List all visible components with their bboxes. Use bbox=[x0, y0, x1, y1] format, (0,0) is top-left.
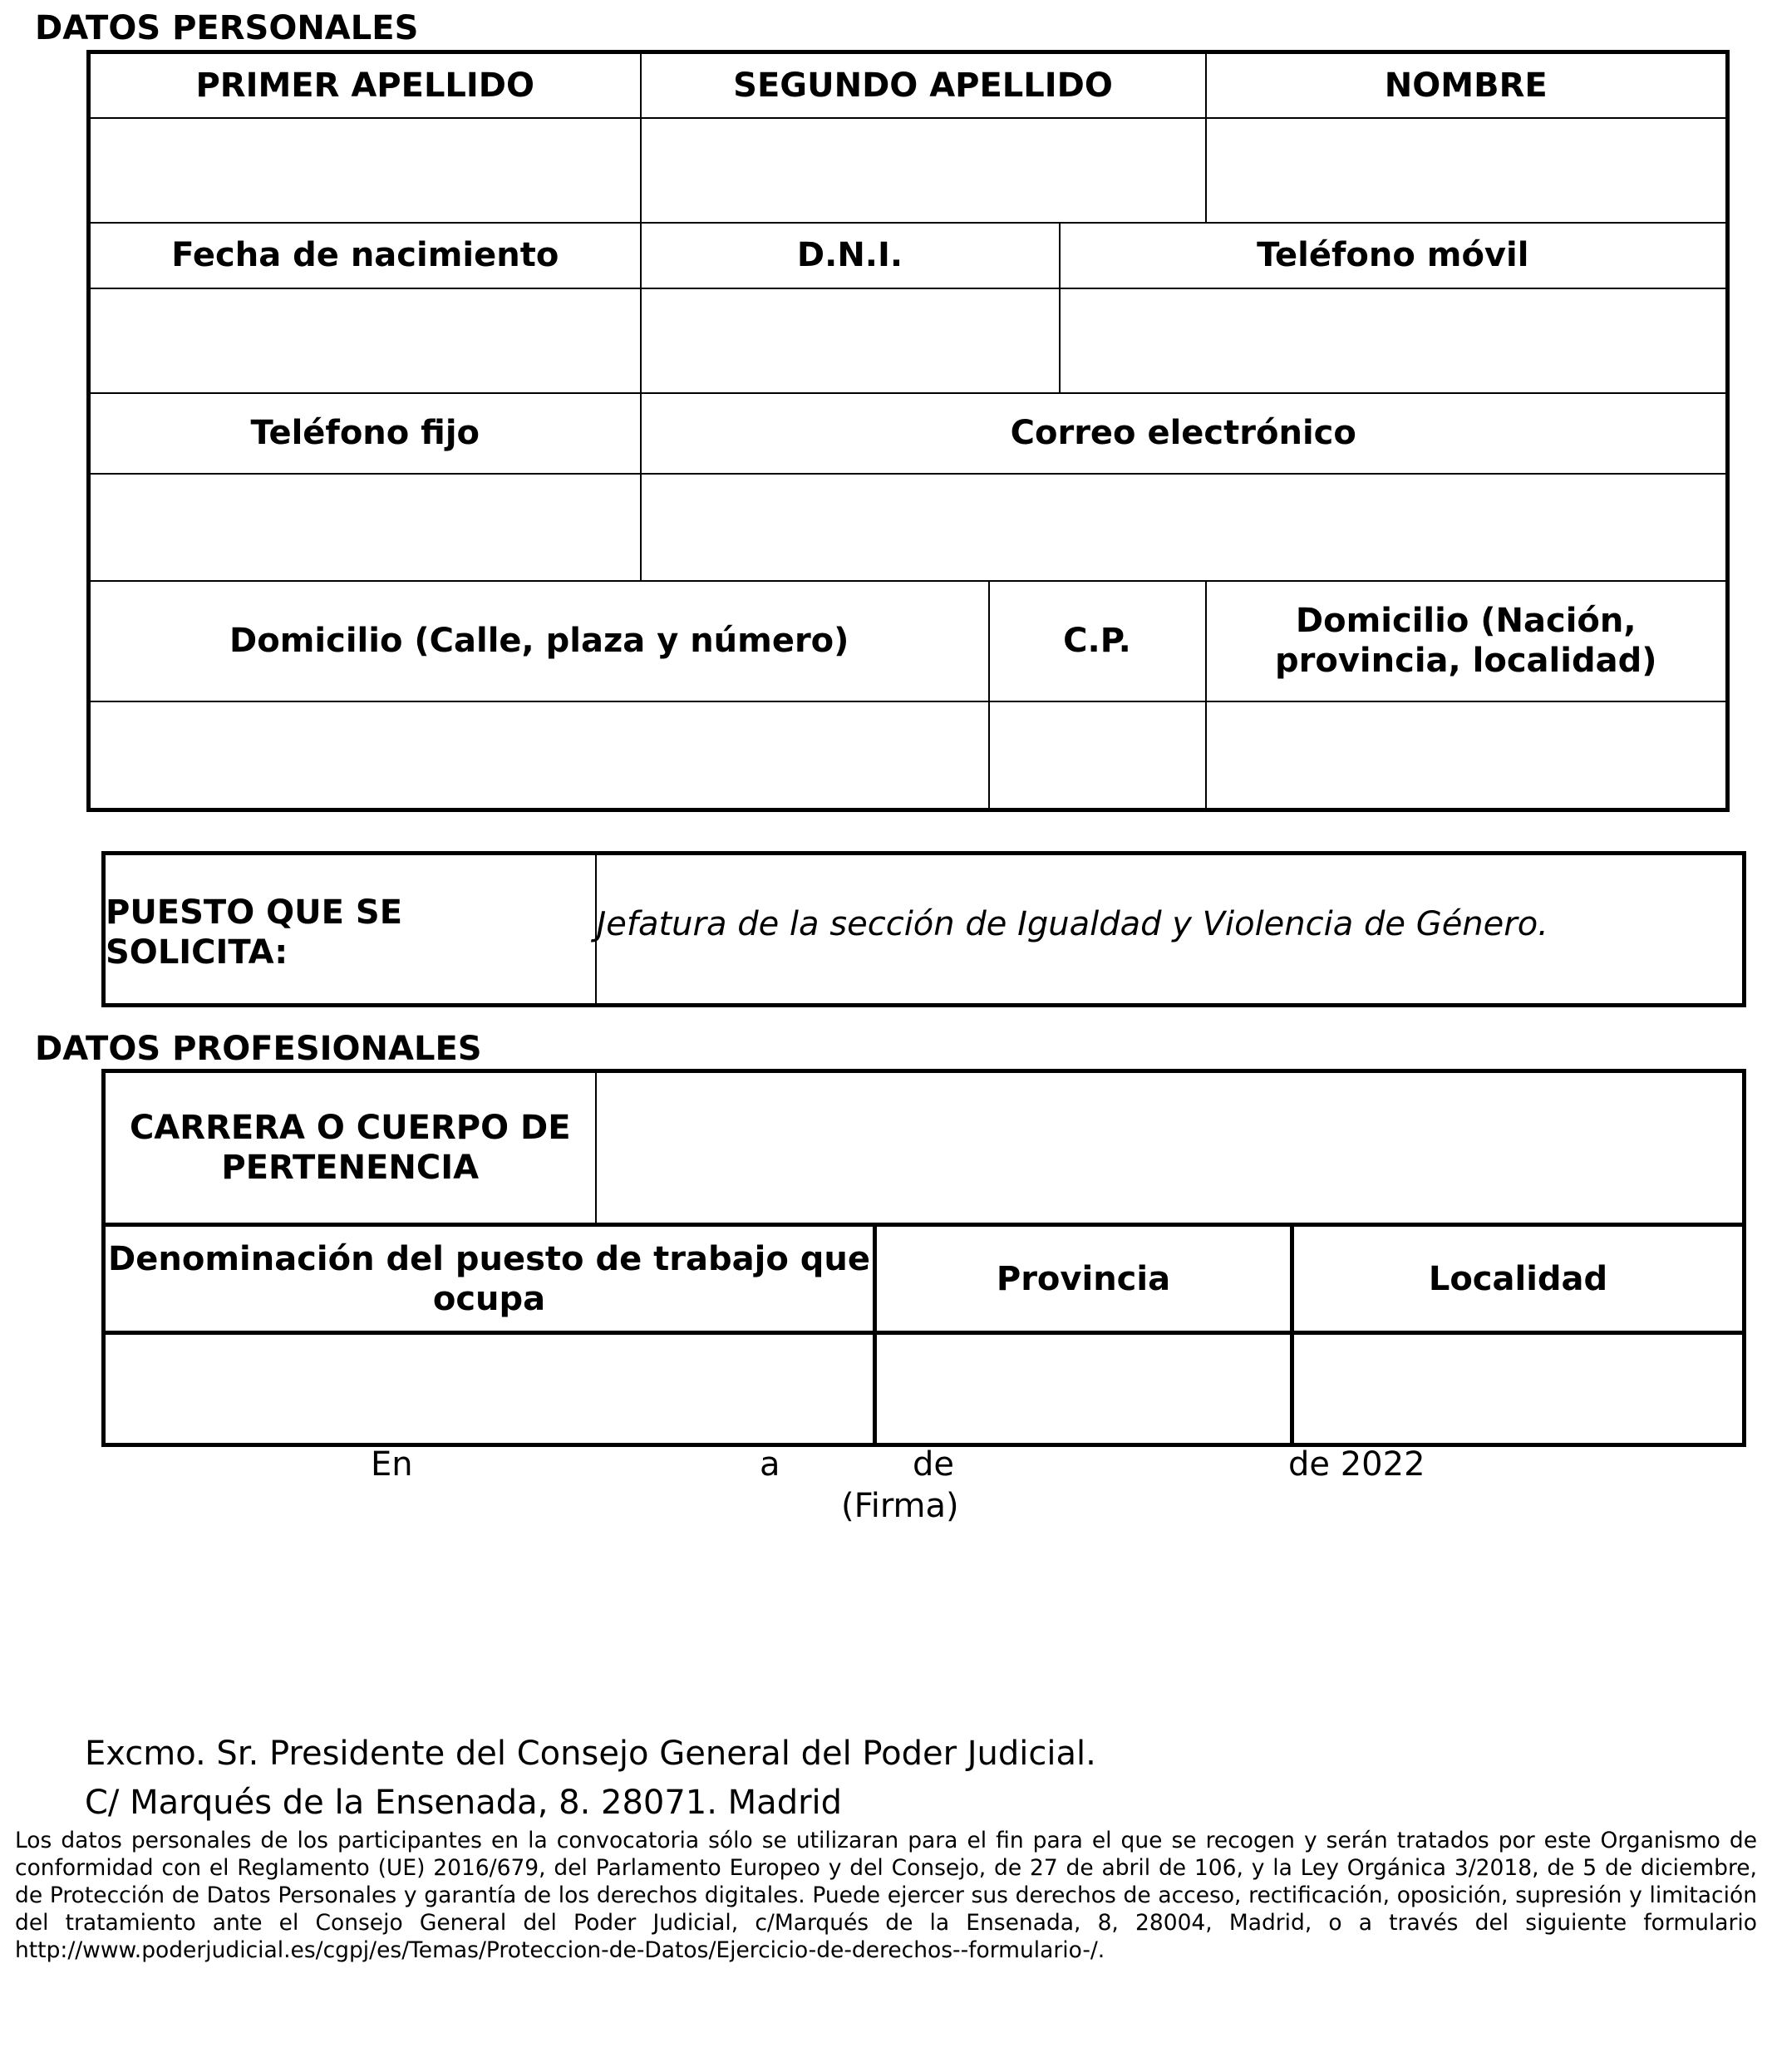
address-line1: Excmo. Sr. Presidente del Consejo General del Poder Judicial. bbox=[85, 1735, 1096, 1773]
sig-firma: (Firma) bbox=[841, 1487, 959, 1525]
sig-de: de bbox=[913, 1445, 954, 1484]
localidad-label: Localidad bbox=[1292, 1225, 1745, 1333]
puesto-label bbox=[104, 854, 596, 1006]
telefono-movil-field[interactable] bbox=[1060, 288, 1728, 393]
denominacion-label-line2: ocupa bbox=[432, 1279, 546, 1318]
puesto-table bbox=[101, 851, 1746, 1007]
datos-personales-title: DATOS PERSONALES bbox=[35, 9, 419, 47]
domicilio-nacion-label bbox=[1206, 581, 1728, 701]
fecha-nacimiento-field[interactable] bbox=[89, 288, 641, 393]
segundo-apellido-field[interactable] bbox=[641, 118, 1206, 223]
dni-field[interactable] bbox=[641, 288, 1060, 393]
correo-field[interactable] bbox=[641, 474, 1728, 581]
carrera-field[interactable] bbox=[596, 1071, 1745, 1225]
puesto-label-line1: PUESTO QUE SE bbox=[106, 893, 403, 932]
denominacion-label bbox=[104, 1225, 875, 1333]
telefono-movil-label: Teléfono móvil bbox=[1060, 223, 1728, 288]
nombre-label: NOMBRE bbox=[1206, 52, 1728, 118]
telefono-fijo-field[interactable] bbox=[89, 474, 641, 581]
localidad-field[interactable] bbox=[1292, 1333, 1745, 1445]
domicilio-nacion-line1: Domicilio (Nación, bbox=[1295, 602, 1637, 640]
personal-data-table bbox=[86, 50, 1730, 812]
sig-en: En bbox=[371, 1445, 413, 1484]
legal-notice: Los datos personales de los participantes en la convocatoria sólo se utilizaran para el fin para el que se recogen y serán tratados por este Organismo de conformidad con el Reglamento (UE) 2016/679, del Parlamento Europeo y del Consejo, de 27 de abril de 106, y la Ley Orgánica 3/2018, de 5 de diciembre, de Protección de Datos Personales y garantía de los derechos digitales. Puede ejercer sus derechos de acceso, rectificación, oposición, supresión y limitación del tratamiento ante el Consejo General del Poder Judicial, c/Marqués de la Ensenada, 8, 28004, Madrid, o a través del siguiente formulario http://www.poderjudicial.es/cgpj/es/Temas/Proteccion-de-Datos/Ejercicio-de-derechos--formulario-/. bbox=[15, 1828, 1757, 1963]
cp-field[interactable] bbox=[989, 701, 1206, 810]
denominacion-field[interactable] bbox=[104, 1333, 875, 1445]
cp-label: C.P. bbox=[989, 581, 1206, 701]
datos-profesionales-title: DATOS PROFESIONALES bbox=[35, 1030, 482, 1068]
provincia-field[interactable] bbox=[875, 1333, 1292, 1445]
domicilio-calle-field[interactable] bbox=[89, 701, 989, 810]
sig-a: a bbox=[760, 1445, 780, 1484]
nombre-field[interactable] bbox=[1206, 118, 1728, 223]
puesto-label-line2: SOLICITA: bbox=[106, 933, 288, 972]
dni-label: D.N.I. bbox=[641, 223, 1060, 288]
denominacion-label-line1: Denominación del puesto de trabajo que bbox=[108, 1239, 870, 1278]
fecha-nacimiento-label: Fecha de nacimiento bbox=[89, 223, 641, 288]
segundo-apellido-label: SEGUNDO APELLIDO bbox=[641, 52, 1206, 118]
professional-data-table bbox=[101, 1069, 1746, 1447]
telefono-fijo-label: Teléfono fijo bbox=[89, 393, 641, 474]
carrera-label-line1: CARRERA O CUERPO DE bbox=[129, 1109, 571, 1147]
correo-label: Correo electrónico bbox=[641, 393, 1728, 474]
provincia-label: Provincia bbox=[875, 1225, 1292, 1333]
domicilio-nacion-field[interactable] bbox=[1206, 701, 1728, 810]
primer-apellido-field[interactable] bbox=[89, 118, 641, 223]
puesto-value: Jefatura de la sección de Igualdad y Violencia de Género. bbox=[596, 854, 1745, 1006]
address-line2: C/ Marqués de la Ensenada, 8. 28071. Madrid bbox=[85, 1784, 843, 1822]
carrera-label-line2: PERTENENCIA bbox=[221, 1149, 480, 1187]
primer-apellido-label: PRIMER APELLIDO bbox=[89, 52, 641, 118]
domicilio-calle-label: Domicilio (Calle, plaza y número) bbox=[89, 581, 989, 701]
sig-de-year: de 2022 bbox=[1288, 1445, 1425, 1484]
carrera-label bbox=[104, 1071, 596, 1225]
domicilio-nacion-line2: provincia, localidad) bbox=[1275, 642, 1657, 680]
